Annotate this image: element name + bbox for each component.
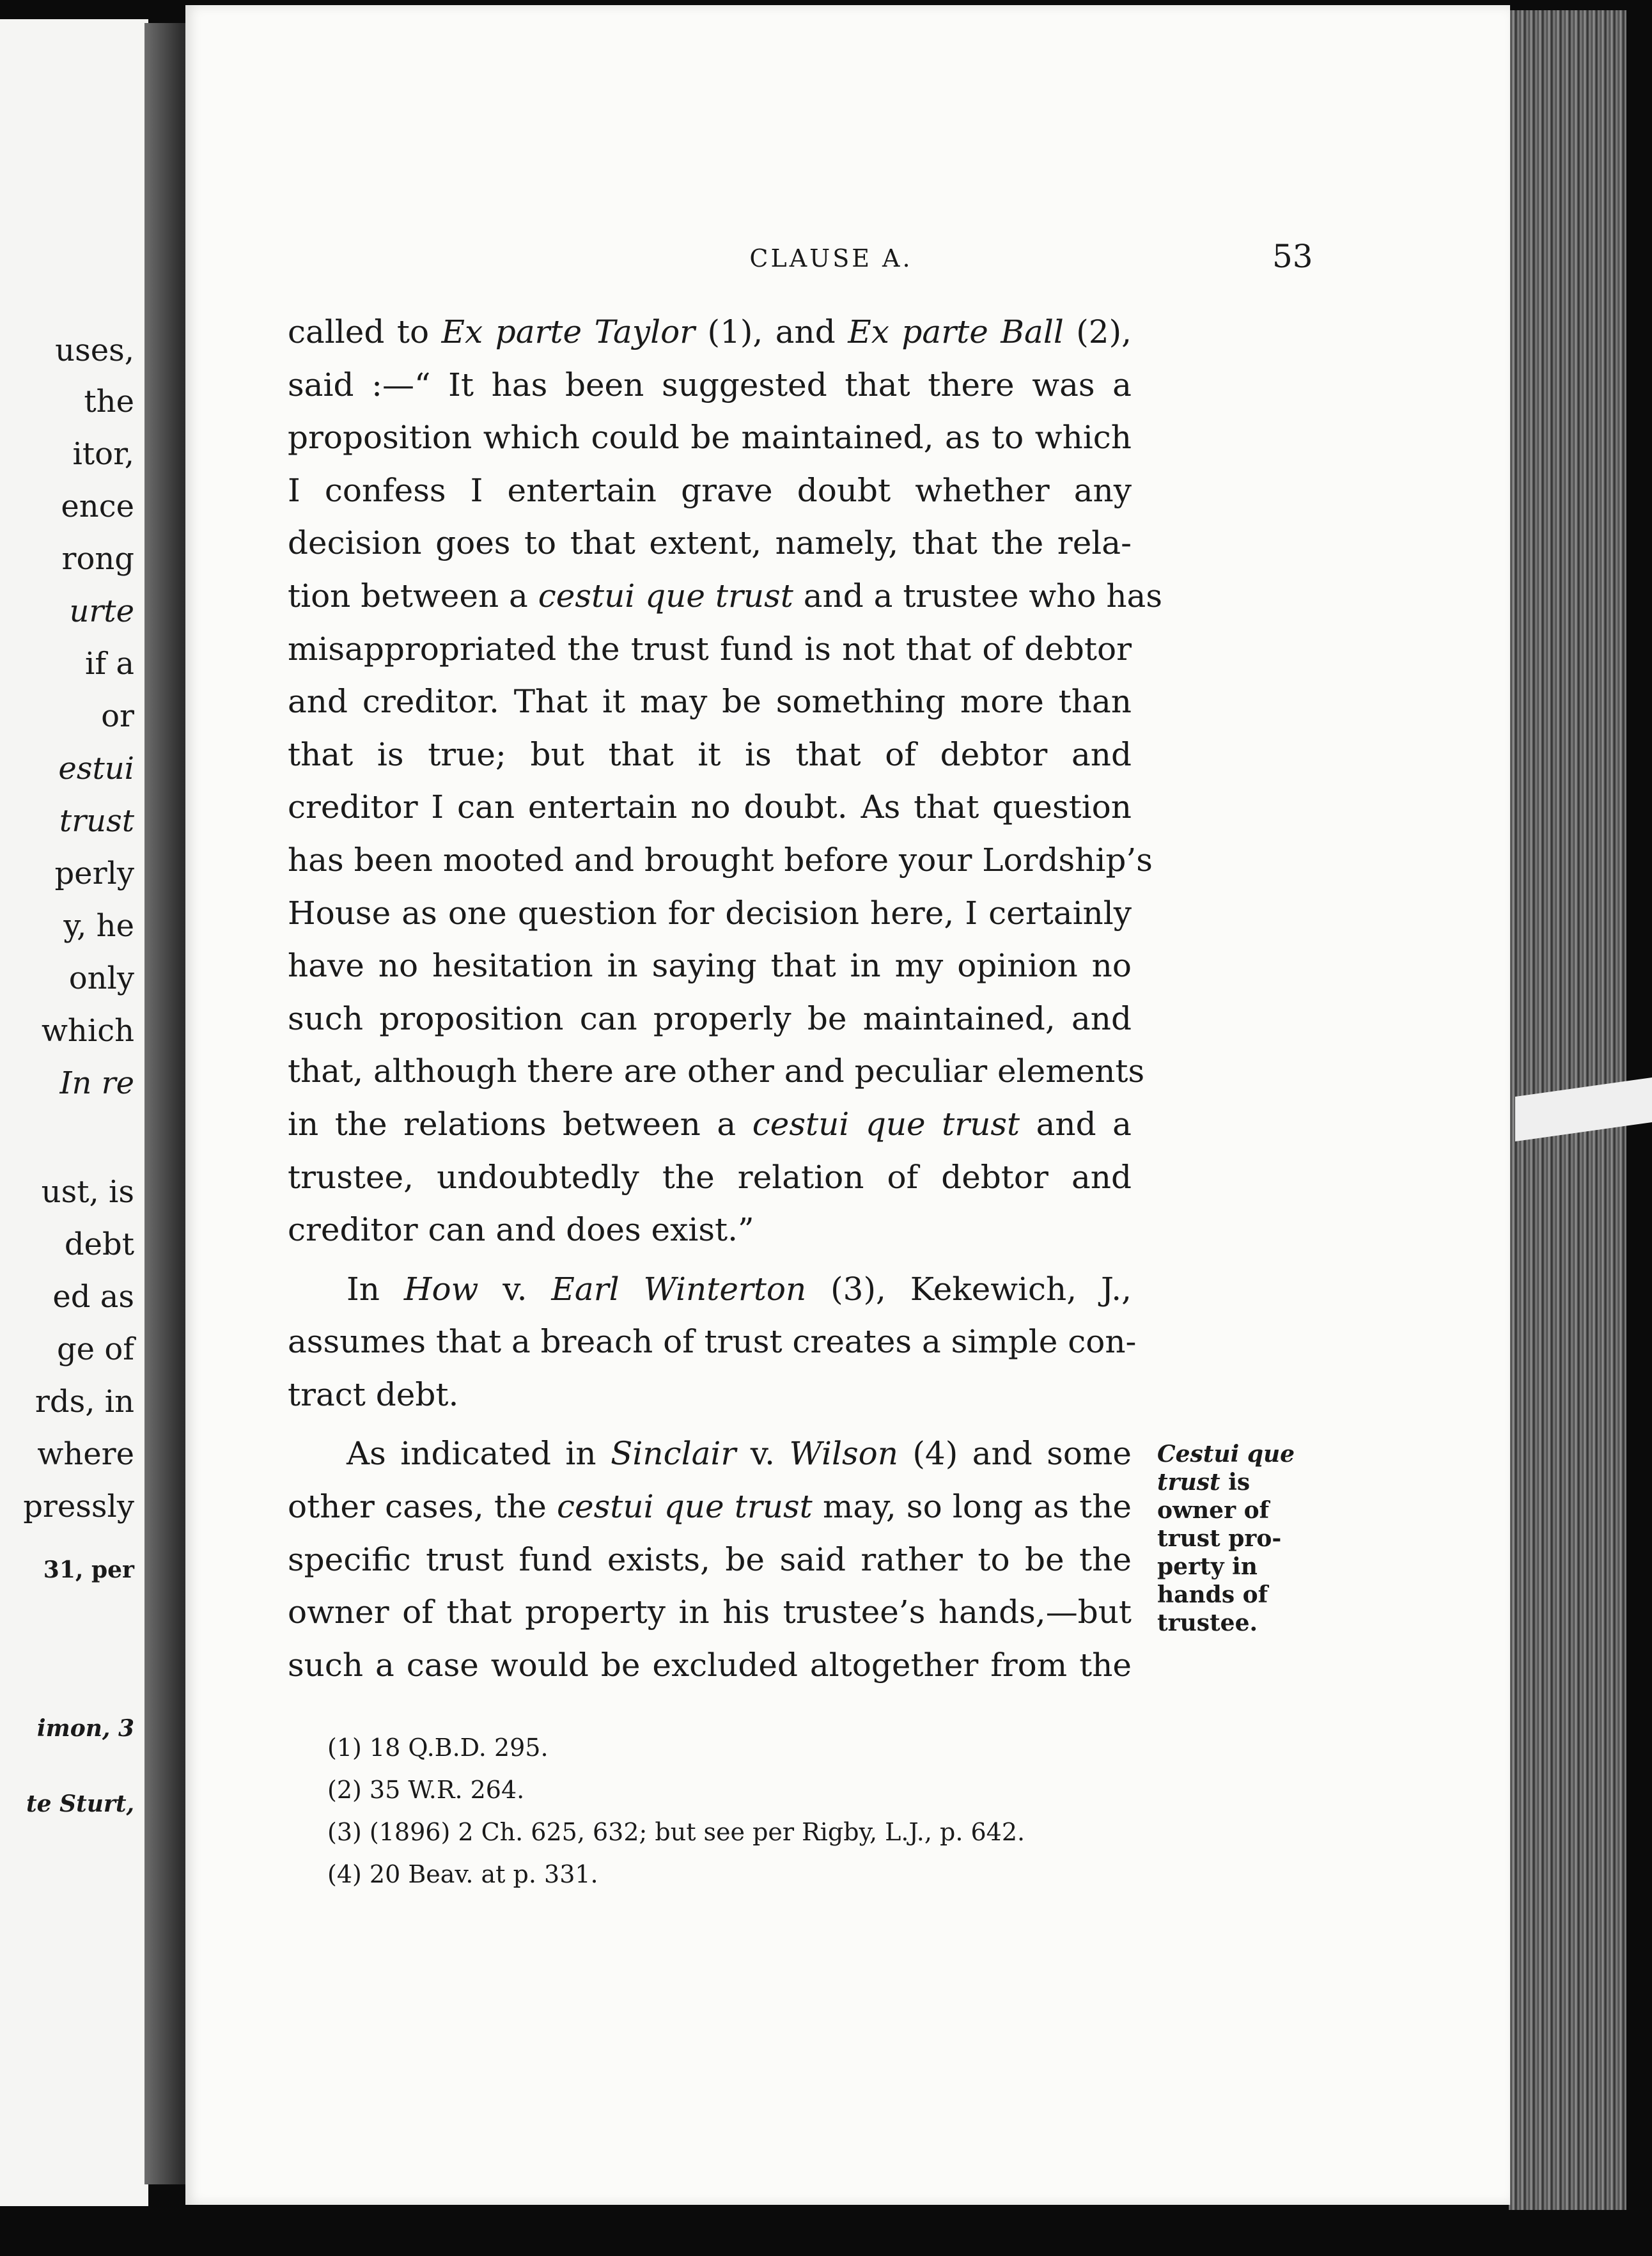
margin-note-line: owner of	[1157, 1497, 1270, 1524]
body-line: that is true; but that it is that of debtor and	[288, 735, 1132, 773]
body-line: said :—“ It has been suggested that there was a	[288, 366, 1132, 403]
body-line: have no hesitation in saying that in my opinion no	[288, 947, 1132, 985]
body-line: and creditor. That it may be something more than	[288, 683, 1132, 721]
left-fragment: estui	[58, 751, 134, 787]
margin-note-line: trustee.	[1157, 1610, 1258, 1636]
body-line: tion between a cestui que trust and a trustee who has	[288, 577, 1163, 615]
body-line: creditor can and does exist.”	[288, 1211, 754, 1249]
left-fragment: where	[37, 1436, 134, 1472]
left-fragment: rds, in	[35, 1384, 134, 1420]
body-line: As indicated in Sinclair v. Wilson (4) and some	[347, 1435, 1132, 1473]
left-facing-page	[0, 19, 148, 2206]
body-line: decision goes to that extent, namely, that the rela-	[288, 524, 1132, 562]
body-line: misappropriated the trust fund is not that of debtor	[288, 630, 1132, 668]
body-line: has been mooted and brought before your Lordship’s	[288, 841, 1153, 879]
margin-note-line: trust is	[1157, 1469, 1251, 1496]
body-line: proposition which could be maintained, as to which	[288, 419, 1132, 457]
left-fragment: which	[41, 1013, 134, 1049]
left-fragment: rong	[61, 541, 134, 577]
body-text	[288, 306, 1163, 1691]
left-fragment: uses,	[55, 333, 134, 368]
left-fragment: or	[101, 698, 134, 734]
margin-note-line: trust pro-	[1157, 1525, 1282, 1552]
footnote: (4) 20 Beav. at p. 331.	[327, 1860, 598, 1888]
left-fragment: the	[84, 384, 134, 419]
body-line: in the relations between a cestui que trust and a	[288, 1105, 1132, 1143]
left-fragment: urte	[69, 593, 134, 629]
body-line: specific trust fund exists, be said rather to be the	[288, 1540, 1132, 1578]
left-fragment: 31, per	[43, 1556, 134, 1583]
body-line: such proposition can properly be maintained, and	[288, 999, 1132, 1037]
left-fragment: In re	[59, 1065, 134, 1101]
left-fragment: only	[68, 960, 134, 996]
body-line: called to Ex parte Taylor (1), and Ex parte Ball (2),	[288, 313, 1132, 350]
body-line: In How v. Earl Winterton (3), Kekewich, J.,	[347, 1270, 1132, 1308]
left-fragment: ed as	[52, 1279, 134, 1315]
left-fragment: imon, 3	[36, 1715, 134, 1742]
margin-note-line: Cestui que	[1157, 1441, 1295, 1468]
running-head	[441, 244, 1221, 272]
body-line: assumes that a breach of trust creates a simple con-	[288, 1323, 1137, 1361]
left-fragment: trust	[59, 803, 134, 839]
margin-note	[1157, 1440, 1298, 1637]
footnote: (2) 35 W.R. 264.	[327, 1776, 525, 1804]
left-fragment: ge of	[56, 1331, 134, 1367]
margin-note-line: perty in	[1157, 1553, 1258, 1580]
body-line: owner of that property in his trustee’s hands,—but	[288, 1594, 1132, 1631]
body-line: such a case would be excluded altogether from the	[288, 1646, 1132, 1684]
left-fragment: ust, is	[41, 1174, 134, 1210]
left-fragment: debt	[64, 1226, 134, 1262]
running-title: CLAUSE A.	[749, 244, 913, 272]
body-line: House as one question for decision here, I certainly	[288, 894, 1132, 932]
footnote: (1) 18 Q.B.D. 295.	[327, 1734, 549, 1762]
left-fragment: pressly	[23, 1489, 134, 1524]
left-fragment: te Sturt,	[26, 1790, 134, 1817]
body-line: other cases, the cestui que trust may, so long as the	[288, 1488, 1132, 1526]
left-fragment: itor,	[72, 436, 134, 472]
left-fragment: y, he	[63, 908, 134, 944]
left-fragment: ence	[61, 489, 134, 524]
footnote: (3) (1896) 2 Ch. 625, 632; but see per Rigby, L.J., p. 642.	[327, 1818, 1025, 1846]
body-line: creditor I can entertain no doubt. As that question	[288, 788, 1132, 826]
body-line: tract debt.	[288, 1375, 459, 1413]
body-line: trustee, undoubtedly the relation of debtor and	[288, 1158, 1132, 1196]
page-number: 53	[1272, 238, 1313, 275]
body-line: that, although there are other and peculiar elements	[288, 1053, 1145, 1090]
left-fragment: if a	[85, 646, 134, 682]
body-line: I confess I entertain grave doubt whether any	[288, 471, 1132, 509]
footnotes	[327, 1727, 1222, 1895]
left-fragment: perly	[54, 856, 134, 891]
margin-note-line: hands of	[1157, 1581, 1268, 1608]
